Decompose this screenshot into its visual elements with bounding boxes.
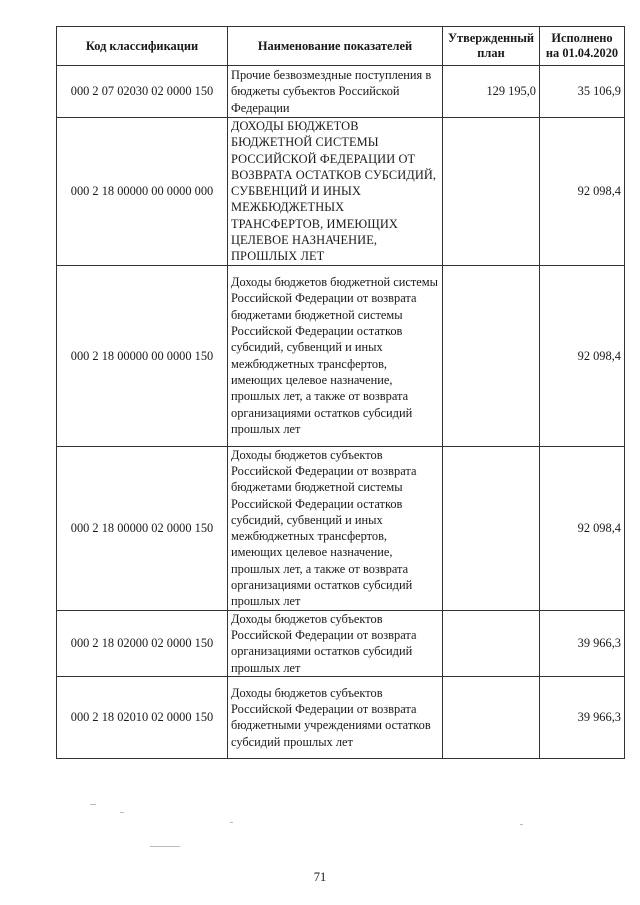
row-plan (443, 265, 540, 446)
table-row (57, 265, 625, 446)
table-row (57, 676, 625, 758)
scan-artifact (150, 846, 180, 847)
budget-table (56, 26, 625, 759)
row-plan (443, 610, 540, 676)
header-code: Код классификации (57, 27, 228, 66)
row-code: 000 2 18 02000 02 0000 150 (57, 610, 228, 676)
table-row (57, 610, 625, 676)
row-done: 92 098,4 (540, 265, 625, 446)
row-plan (443, 118, 540, 266)
header-name: Наименование показателей (228, 27, 443, 66)
table-row (57, 446, 625, 610)
header-row (57, 27, 625, 66)
row-done: 35 106,9 (540, 66, 625, 118)
scan-artifact (120, 812, 124, 813)
row-done: 92 098,4 (540, 446, 625, 610)
row-name: Доходы бюджетов субъектов Российской Федерации от возврата бюджетными учреждениями остатков субсидий прошлых лет (228, 676, 443, 758)
row-name: Доходы бюджетов субъектов Российской Федерации от возврата организациями остатков субсидий прошлых лет (228, 610, 443, 676)
scan-artifact (90, 804, 96, 805)
row-done: 39 966,3 (540, 676, 625, 758)
header-plan-line2: план (477, 46, 505, 60)
table-row (57, 118, 625, 266)
row-name: Доходы бюджетов субъектов Российской Федерации от возврата бюджетами бюджетной системы Российской Федерации остатков субсидий, субвенций и иных межбюджетных трансфертов, имеющих целевое назначение, прошлых лет, а также от возврата организациями остатков субсидий прошлых лет (228, 446, 443, 610)
row-code: 000 2 07 02030 02 0000 150 (57, 66, 228, 118)
header-plan-line1: Утвержденный (447, 31, 535, 45)
row-name: ДОХОДЫ БЮДЖЕТОВ БЮДЖЕТНОЙ СИСТЕМЫ РОССИЙСКОЙ ФЕДЕРАЦИИ ОТ ВОЗВРАТА ОСТАТКОВ СУБСИДИЙ, СУБВЕНЦИЙ И ИНЫХ МЕЖБЮДЖЕТНЫХ ТРАНСФЕРТОВ, ИМЕЮЩИХ ЦЕЛЕВОЕ НАЗНАЧЕНИЕ, ПРОШЛЫХ ЛЕТ (228, 118, 443, 266)
scan-artifact (520, 824, 523, 825)
scan-artifact (230, 822, 233, 823)
header-done-line1: Исполнено (551, 31, 613, 45)
row-plan: 129 195,0 (443, 66, 540, 118)
row-code: 000 2 18 02010 02 0000 150 (57, 676, 228, 758)
header-plan (443, 27, 540, 66)
header-done (540, 27, 625, 66)
row-done: 39 966,3 (540, 610, 625, 676)
row-done: 92 098,4 (540, 118, 625, 266)
row-plan (443, 446, 540, 610)
row-code: 000 2 18 00000 02 0000 150 (57, 446, 228, 610)
table-row (57, 66, 625, 118)
header-done-line2: на 01.04.2020 (545, 46, 619, 60)
page-number: 71 (313, 870, 327, 884)
row-name: Доходы бюджетов бюджетной системы Российской Федерации от возврата бюджетами бюджетной системы Российской Федерации остатков субсидий, субвенций и иных межбюджетных трансфертов, имеющих целевое назначение, прошлых лет, а также от возврата организациями остатков субсидий прошлых лет (228, 265, 443, 446)
row-code: 000 2 18 00000 00 0000 150 (57, 265, 228, 446)
row-plan (443, 676, 540, 758)
row-name: Прочие безвозмездные поступления в бюджеты субъектов Российской Федерации (228, 66, 443, 118)
row-code: 000 2 18 00000 00 0000 000 (57, 118, 228, 266)
